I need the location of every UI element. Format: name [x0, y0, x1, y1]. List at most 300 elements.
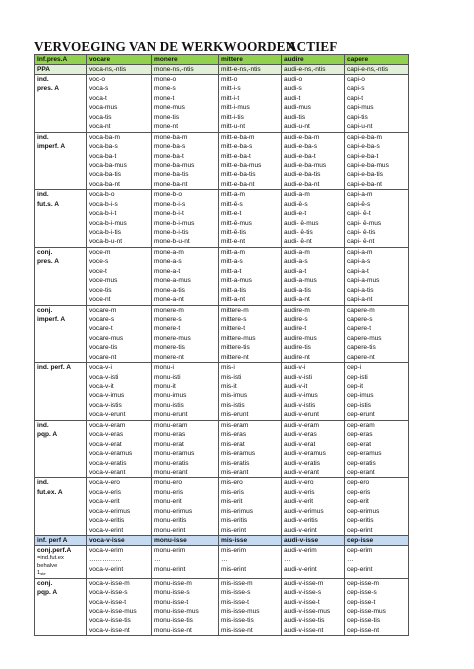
verb-form: audi-v-it	[284, 383, 308, 390]
verb-form: monu-erit	[154, 498, 182, 506]
form-cell	[345, 420, 409, 478]
verb-form: mitt-i-t	[221, 94, 240, 102]
verb-form: mittere-nt	[221, 353, 249, 361]
verb-form: mis-isse-s	[221, 589, 251, 597]
verb-form: cep-eram	[347, 421, 375, 429]
form-cell	[345, 190, 409, 248]
verb-form: …	[154, 556, 161, 564]
verb-form: audi-u-nt	[284, 123, 310, 131]
verb-form: voca-ba-s	[89, 143, 118, 151]
verb-form: capi-e-ba-mus	[347, 161, 389, 169]
verb-form: audi-v-erim	[284, 547, 317, 554]
ppa-label: PPA	[35, 65, 87, 75]
verb-form: mitt-i-s	[221, 85, 241, 93]
verb-form: audi-v-erit	[284, 498, 314, 506]
verb-form: cep-erit	[347, 498, 369, 506]
tense-group-row	[35, 190, 409, 248]
form-cell	[87, 578, 152, 636]
verb-form: mis-erat	[221, 440, 245, 448]
verb-form: audi-v-eratis	[284, 459, 321, 467]
verb-form: capi-a-m	[347, 191, 373, 199]
verb-form: mone-b-i-mus	[154, 219, 195, 227]
verb-form: monu-eratis	[154, 459, 189, 467]
verb-form: audi- ē-nt	[284, 238, 312, 246]
verb-form: voce-tis	[89, 286, 112, 294]
verb-form: cep-it	[347, 383, 364, 390]
verb-form: audi-v-isse-m	[284, 579, 324, 587]
verb-form: mitt-a-m	[221, 191, 246, 199]
verb-form: voca-v-isse-s	[89, 589, 128, 597]
perfect-infinitive-cell: monu-isse	[152, 536, 219, 546]
verb-form: mitt-a-t	[221, 267, 242, 275]
verb-form: voce-t	[89, 267, 107, 275]
verb-form: audi- ē-tis	[284, 229, 313, 236]
verb-form: capi-tis	[347, 113, 368, 121]
verb-form: capi-ē-s	[347, 200, 371, 208]
form-cell	[152, 305, 219, 363]
verb-form: monu-eram	[154, 421, 188, 429]
form-cell	[219, 420, 282, 478]
verb-form: voca-v-isse-m	[89, 579, 130, 587]
verb-form: audire-s	[284, 315, 308, 323]
tense-label-line: pqp. A	[37, 589, 58, 597]
verb-form: voca-v-erint	[89, 526, 124, 534]
ppa-cell: capi-e-ns,-ntis	[345, 65, 409, 75]
form-cell	[345, 75, 409, 133]
verb-form: audi-e-ba-mus	[284, 161, 327, 169]
form-cell	[282, 75, 345, 133]
verb-form: mitt-e-ba-s	[221, 143, 253, 151]
verb-form: mone-b-u-nt	[154, 238, 190, 246]
verb-form: mitt-e-ba-tis	[221, 171, 256, 179]
verb-form: cep-eris	[347, 488, 371, 496]
verb-form: audi-v-eram	[284, 421, 319, 429]
verb-form: audi-v-erint	[284, 565, 317, 573]
verb-form: mone-a-t	[154, 267, 181, 275]
verb-form: voca-ba-t	[89, 152, 117, 160]
verb-form: mis-erim	[221, 547, 247, 554]
verb-form: voc-o	[89, 76, 106, 83]
verb-form: voca-v-eramus	[89, 450, 133, 458]
perfect-infinitive-row	[35, 536, 409, 546]
verb-form: audi-v-ero	[284, 479, 314, 487]
verb-form: audire-tis	[284, 344, 311, 352]
form-cell	[219, 363, 282, 421]
verb-form: voca-v-i	[89, 364, 112, 372]
header-cell-mittere: mittere	[219, 55, 282, 65]
verb-form: monu-i	[154, 364, 175, 372]
verb-form: voca-v-isse-mus	[89, 607, 137, 615]
verb-form: mis-imus	[221, 392, 248, 400]
verb-form: cep-imus	[347, 392, 374, 400]
verb-form: monu-eras	[154, 431, 186, 439]
verb-form: mittere-s	[221, 315, 247, 323]
tense-group-row	[35, 305, 409, 363]
verb-form: capi-o	[347, 76, 365, 83]
form-cell	[282, 305, 345, 363]
verb-form: voca-b-i-tis	[89, 229, 122, 236]
verb-form: mis-erit	[221, 498, 243, 506]
verb-form: voca-v-eris	[89, 488, 122, 496]
verb-form: capi- ē-tis	[347, 229, 376, 236]
verb-form: audire-mus	[284, 334, 317, 342]
verb-form: mitt-i-mus	[221, 104, 250, 112]
verb-form: audi-a-t	[284, 267, 307, 275]
verb-form: capere-tis	[347, 344, 376, 352]
verb-form: voca-mus	[89, 104, 118, 112]
tense-label-line: fut.s. A	[37, 200, 59, 208]
verb-form: mis-isse-t	[221, 598, 250, 606]
verb-form: capi-a-nt	[347, 296, 373, 304]
verb-form: cep-isse-s	[347, 589, 377, 597]
form-cell	[87, 132, 152, 190]
verb-form: capi-a-m	[347, 248, 373, 256]
form-cell	[219, 190, 282, 248]
verb-form: voca-v-erim	[89, 547, 124, 554]
verb-form: vocare-nt	[89, 353, 117, 361]
verb-form: cep-erat	[347, 440, 372, 448]
verb-form: vocare-tis	[89, 344, 118, 352]
verb-form: mittere-mus	[221, 334, 256, 342]
verb-form: mis-isse-nt	[221, 626, 253, 634]
header-cell-label: Inf.pres.A	[35, 55, 87, 65]
form-cell	[219, 578, 282, 636]
verb-form: voca-v-eratis	[89, 459, 127, 467]
form-cell	[219, 478, 282, 536]
title-voice: ACTIEF	[287, 39, 338, 54]
ppa-row	[35, 65, 409, 75]
verb-form: capi-mus	[347, 104, 374, 112]
verb-form: monu-imus	[154, 392, 187, 400]
verb-form: mone-mus	[154, 104, 185, 112]
form-cell	[152, 247, 219, 305]
verb-form: mis-isse-m	[221, 579, 253, 587]
form-cell	[152, 132, 219, 190]
verb-form: mittere-m	[221, 306, 249, 314]
form-cell	[87, 420, 152, 478]
verb-form: cep-istis	[347, 401, 372, 409]
page-title	[34, 39, 454, 55]
tense-label-line: imperf. A	[37, 315, 66, 323]
verb-form: voca-b-i-s	[89, 200, 118, 208]
verb-form: mis-erimus	[221, 507, 254, 515]
verb-form: audire-m	[284, 306, 310, 314]
verb-form: audi-s	[284, 85, 302, 93]
verb-form: mitt-a-mus	[221, 277, 252, 285]
verb-form: audi-v-imus	[284, 392, 318, 400]
verb-form: capi-e-ba-tis	[347, 171, 384, 179]
verb-form: audi-a-m	[284, 248, 310, 256]
verb-form: voce-s	[89, 258, 109, 266]
verb-form: monu-isse-tis	[154, 617, 193, 625]
verb-form: voca-ba-nt	[89, 180, 120, 188]
tense-label-line: conj.	[37, 579, 53, 587]
form-cell	[282, 247, 345, 305]
tense-label-line: ind.	[37, 479, 49, 487]
verb-form: monere-m	[154, 306, 184, 314]
verb-form: audi-v-isse-tis	[284, 617, 325, 625]
verb-form: capere-m	[347, 306, 375, 314]
verb-form: cep-isti	[347, 373, 368, 381]
tense-label-line: ind.	[37, 133, 49, 141]
verb-form: mitt-e-ba-nt	[221, 180, 255, 188]
perfect-infinitive-label: inf. perf A	[35, 536, 87, 546]
header-cell-monere: monere	[152, 55, 219, 65]
form-cell	[219, 75, 282, 133]
verb-form: mone-a-tis	[154, 286, 185, 294]
verb-form: mittere-tis	[221, 344, 250, 352]
verb-form: mone-ba-tis	[154, 171, 189, 179]
verb-form: audi-e-ba-nt	[284, 180, 320, 188]
verb-form: capi-s	[347, 85, 365, 93]
form-cell	[282, 578, 345, 636]
verb-form: mis-istis	[221, 401, 245, 409]
ppa-cell: audi-e-ns,-ntis	[282, 65, 345, 75]
tense-label	[35, 578, 87, 636]
verb-form: cep-isse-mus	[347, 607, 386, 615]
verb-form: voca-tis	[89, 113, 112, 121]
verb-form: audi-v-isse-mus	[284, 607, 331, 615]
verb-form: monere-nt	[154, 353, 184, 361]
verb-form: monere-t	[154, 325, 181, 333]
verb-form: monu-erant	[154, 468, 188, 476]
tense-note-line: =ind.fut.ex	[37, 555, 64, 562]
verb-form: voce-m	[89, 248, 111, 256]
verb-form: capi-e-ba-s	[347, 143, 380, 151]
verb-form: mone-ba-s	[154, 143, 186, 151]
verb-form: voca-v-imus	[89, 392, 125, 400]
verb-form: mitt-o	[221, 76, 238, 83]
tense-label	[35, 546, 87, 579]
verb-form: mone-t	[154, 94, 175, 102]
form-cell	[345, 305, 409, 363]
verb-form: capi-a-s	[347, 258, 371, 266]
tense-label	[35, 363, 87, 421]
verb-form: audi-a-nt	[284, 296, 310, 304]
tense-label-line: ind.	[37, 76, 49, 83]
verb-form: mis-it	[221, 383, 237, 390]
verb-form: mitt-e-nt	[221, 238, 246, 246]
tense-label	[35, 132, 87, 190]
verb-form: audi-v-erant	[284, 468, 319, 476]
form-cell	[87, 247, 152, 305]
note-number: 1	[37, 570, 41, 577]
form-cell	[345, 546, 409, 579]
verb-form: audi-e-ba-m	[284, 133, 320, 141]
verb-form: monu-erint	[154, 526, 186, 534]
verb-form: monu-ero	[154, 479, 183, 487]
verb-form: voca-v-erit	[89, 498, 120, 506]
verb-form: audi-v-eramus	[284, 450, 326, 458]
verb-form: mis-eris	[221, 488, 244, 496]
verb-form: voca-v-istis	[89, 401, 122, 409]
verb-form: mone-a-nt	[154, 296, 184, 304]
verb-form: audire-t	[284, 325, 307, 333]
verb-form: mone-nt	[154, 123, 179, 131]
verb-form: vocare-s	[89, 315, 115, 323]
tense-label	[35, 478, 87, 536]
verb-form: mis-ero	[221, 479, 243, 487]
verb-form: voca-b-u-nt	[89, 238, 123, 246]
form-cell	[345, 247, 409, 305]
verb-form: mitt-i-tis	[221, 113, 244, 121]
verb-form: mitt-a-nt	[221, 296, 246, 304]
verb-form: voca-s	[89, 85, 109, 93]
verb-form: mitt-e-ba-t	[221, 152, 251, 160]
verb-form: mis-eras	[221, 431, 247, 439]
verb-form: voca-v-erint	[89, 565, 124, 573]
verb-form: cep-eratis	[347, 459, 376, 467]
verb-form: audi-ē-s	[284, 200, 308, 208]
tense-note-line	[37, 570, 86, 577]
verb-form: capere-nt	[347, 353, 375, 361]
verb-form: cep-erant	[347, 468, 375, 476]
verb-form: audi-v-isse-s	[284, 589, 322, 597]
verb-form: audi-e-ba-t	[284, 152, 316, 160]
verb-form: monere-mus	[154, 334, 191, 342]
tense-group-row	[35, 546, 409, 579]
form-cell	[219, 546, 282, 579]
verb-form: voca-nt	[89, 123, 111, 131]
verb-form: voca-v-isse-nt	[89, 626, 130, 634]
tense-label-line: ind.	[37, 421, 49, 429]
tense-label-line: conj.perf.A	[37, 547, 72, 554]
verb-form: audi-a-mus	[284, 277, 317, 285]
verb-form: voca-ba-m	[89, 133, 120, 141]
verb-form: mitt-ē-tis	[221, 229, 247, 236]
verb-form: voca-v-isse-t	[89, 598, 127, 606]
verb-form: audi-v-erimus	[284, 507, 324, 515]
tense-label-line: pres. A	[37, 258, 59, 266]
verb-form: audi- ē-mus	[284, 219, 319, 227]
verb-form: mis-eramus	[221, 450, 256, 458]
verb-form: capi-a-t	[347, 267, 369, 275]
verb-form: cep-erunt	[347, 411, 375, 419]
form-cell	[282, 478, 345, 536]
ppa-cell: mone-ns,-ntis	[152, 65, 219, 75]
form-cell	[152, 420, 219, 478]
verb-form: mone-b-i-t	[154, 210, 184, 218]
tense-label-line: conj.	[37, 306, 53, 314]
verb-form: mone-a-mus	[154, 277, 191, 285]
verb-form: audire-nt	[284, 353, 310, 361]
verb-form: voce-mus	[89, 277, 118, 285]
verb-form: cep-eras	[347, 431, 373, 439]
verb-form: audi-v-isse-t	[284, 598, 320, 606]
verb-form: audi-v-erat	[284, 440, 316, 448]
tense-label-line: pres. A	[37, 85, 59, 93]
verb-form: audi-v-eris	[284, 488, 315, 496]
header-cell-audire: audire	[282, 55, 345, 65]
form-cell	[345, 363, 409, 421]
verb-form: mis-isse-mus	[221, 607, 260, 615]
verb-form: voca-v-erunt	[89, 411, 126, 419]
verb-form: monu-eris	[154, 488, 184, 496]
perfect-infinitive-cell: mis-isse	[219, 536, 282, 546]
verb-form: mone-b-i-tis	[154, 229, 189, 236]
verb-form: mone-ba-m	[154, 133, 188, 141]
form-cell	[219, 132, 282, 190]
header-row	[35, 55, 409, 65]
verb-form: voca-v-erat	[89, 440, 122, 448]
verb-form: cep-erint	[347, 565, 373, 573]
verb-form: monu-isse-mus	[154, 607, 199, 615]
verb-form: monu-isse-s	[154, 589, 190, 597]
verb-form: voca-v-eritis	[89, 517, 125, 525]
verb-form: cep-isse-nt	[347, 626, 380, 634]
verb-form: monu-isti	[154, 373, 181, 381]
form-cell	[152, 75, 219, 133]
header-cell-vocare: vocare	[87, 55, 152, 65]
verb-form: audi-v-eras	[284, 431, 317, 439]
verb-form: mitt-u-nt	[221, 123, 246, 131]
verb-form: voca-v-isse-tis	[89, 617, 131, 625]
verb-form: audi-a-tis	[284, 286, 311, 294]
form-cell	[152, 578, 219, 636]
verb-form: capi-t	[347, 94, 364, 102]
verb-form: mitt-a-tis	[221, 286, 247, 294]
verb-form: voca-ba-mus	[89, 161, 127, 169]
verb-form: capi- ē-nt	[347, 238, 375, 246]
verb-form: …	[221, 556, 228, 564]
form-cell	[87, 546, 152, 579]
form-cell	[345, 578, 409, 636]
verb-form: monere-s	[154, 315, 182, 323]
form-cell	[87, 75, 152, 133]
verb-form: mitt-e-ba-mus	[221, 161, 262, 169]
form-cell	[282, 132, 345, 190]
form-cell	[152, 190, 219, 248]
form-cell	[219, 247, 282, 305]
verb-form: mitt-a-m	[221, 248, 246, 256]
perfect-infinitive-cell: audi-v-isse	[282, 536, 345, 546]
verb-form: monu-erim	[154, 547, 186, 554]
tense-label	[35, 305, 87, 363]
verb-form: vocare-mus	[89, 334, 124, 342]
verb-form: mone-o	[154, 76, 177, 83]
verb-form: mitt-ē-s	[221, 200, 243, 208]
verb-form: monu-eritis	[154, 517, 187, 525]
verb-form: mis-erint	[221, 565, 247, 573]
verb-form: monu-isse-t	[154, 598, 189, 606]
verb-form: audi-v-i	[284, 364, 306, 372]
verb-form: monu-isse-m	[154, 579, 192, 587]
verb-form: mis-eritis	[221, 517, 248, 525]
tense-label	[35, 420, 87, 478]
conjugation-table-body	[35, 55, 409, 636]
verb-form: mone-s	[154, 85, 176, 93]
verb-form: audi-v-erunt	[284, 411, 319, 419]
verb-form: cep-ero	[347, 479, 370, 487]
tense-group-row	[35, 578, 409, 636]
verb-form: capi-e-ba-m	[347, 133, 382, 141]
verb-form: cep-isse-m	[347, 579, 380, 587]
verb-form: audi-e-t	[284, 210, 307, 218]
verb-form: capere-s	[347, 315, 373, 323]
verb-form: mone-ba-nt	[154, 180, 188, 188]
verb-form: mitt-a-s	[221, 258, 243, 266]
verb-form: mone-ba-mus	[154, 161, 195, 169]
verb-form: mis-eram	[221, 421, 249, 429]
verb-form: cep-erim	[347, 547, 373, 554]
verb-form: voca-v-ero	[89, 479, 120, 487]
verb-form: monu-it	[154, 383, 176, 390]
verb-form: cep-eramus	[347, 450, 382, 458]
form-cell	[87, 478, 152, 536]
ppa-cell: mitt-e-ns,-ntis	[219, 65, 282, 75]
verb-form: mone-a-m	[154, 248, 184, 256]
form-cell	[152, 363, 219, 421]
